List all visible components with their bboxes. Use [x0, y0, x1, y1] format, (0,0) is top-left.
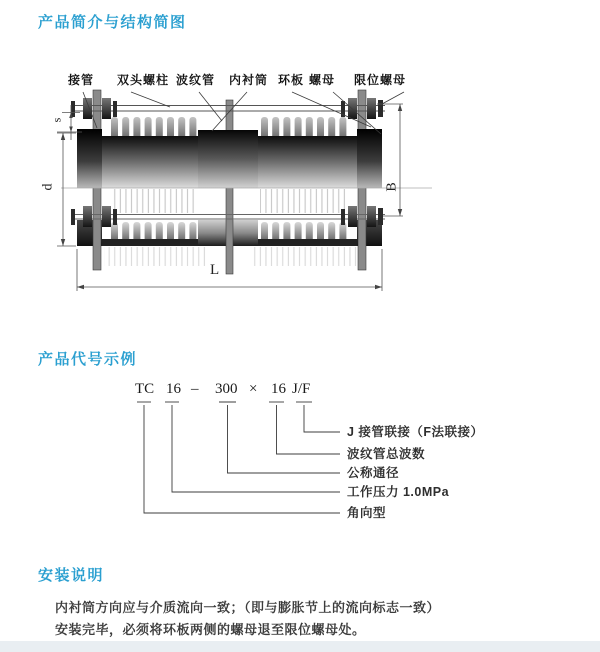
joint-body [77, 129, 382, 188]
code-segment-waves: 16 [271, 381, 286, 397]
part-label-ring-plate: 环板 [278, 73, 305, 87]
code-segment-connect: J/F [292, 381, 311, 397]
code-segment-type: TC [135, 381, 155, 397]
part-label-bellows: 波纹管 [176, 73, 216, 87]
dim-label-s: s [49, 117, 64, 123]
part-label-pipe: 接管 [68, 73, 95, 87]
callout-pressure: 工作压力 1.0MPa [347, 485, 450, 499]
part-label-stud: 双头螺柱 [117, 73, 170, 87]
code-segment-dash: – [191, 381, 199, 397]
dim-label-d: d [40, 183, 56, 191]
install-note-2: 安装完毕，必须将环板两侧的螺母退至限位螺母处。 [55, 622, 366, 637]
callout-angular-type: 角向型 [347, 506, 387, 520]
dim-label-B: B [384, 182, 400, 192]
install-note-1: 内衬筒方向应与介质流向一致；（即与膨胀节上的流向标志一致） [55, 600, 441, 615]
dimension-d [57, 133, 76, 246]
code-breakdown-lines [0, 395, 600, 520]
callout-connection: J 接管联接（F法联接） [347, 425, 484, 439]
part-label-nut: 螺母 [309, 73, 336, 87]
code-segment-diameter: 300 [215, 381, 238, 397]
section-title-install: 安装说明 [38, 567, 105, 584]
code-segment-times: × [249, 381, 258, 397]
callout-wave-count: 波纹管总波数 [347, 447, 426, 461]
section-title-intro: 产品简介与结构简图 [38, 14, 187, 31]
section-title-code: 产品代号示例 [38, 351, 138, 368]
page-bottom-strip [0, 641, 600, 652]
structure-diagram [0, 60, 600, 305]
part-label-limit-nut: 限位螺母 [354, 73, 407, 87]
callout-diameter: 公称通径 [347, 466, 400, 480]
code-segment-pressure: 16 [166, 381, 181, 397]
dim-label-L: L [210, 262, 220, 278]
part-label-liner: 内衬筒 [229, 73, 269, 87]
